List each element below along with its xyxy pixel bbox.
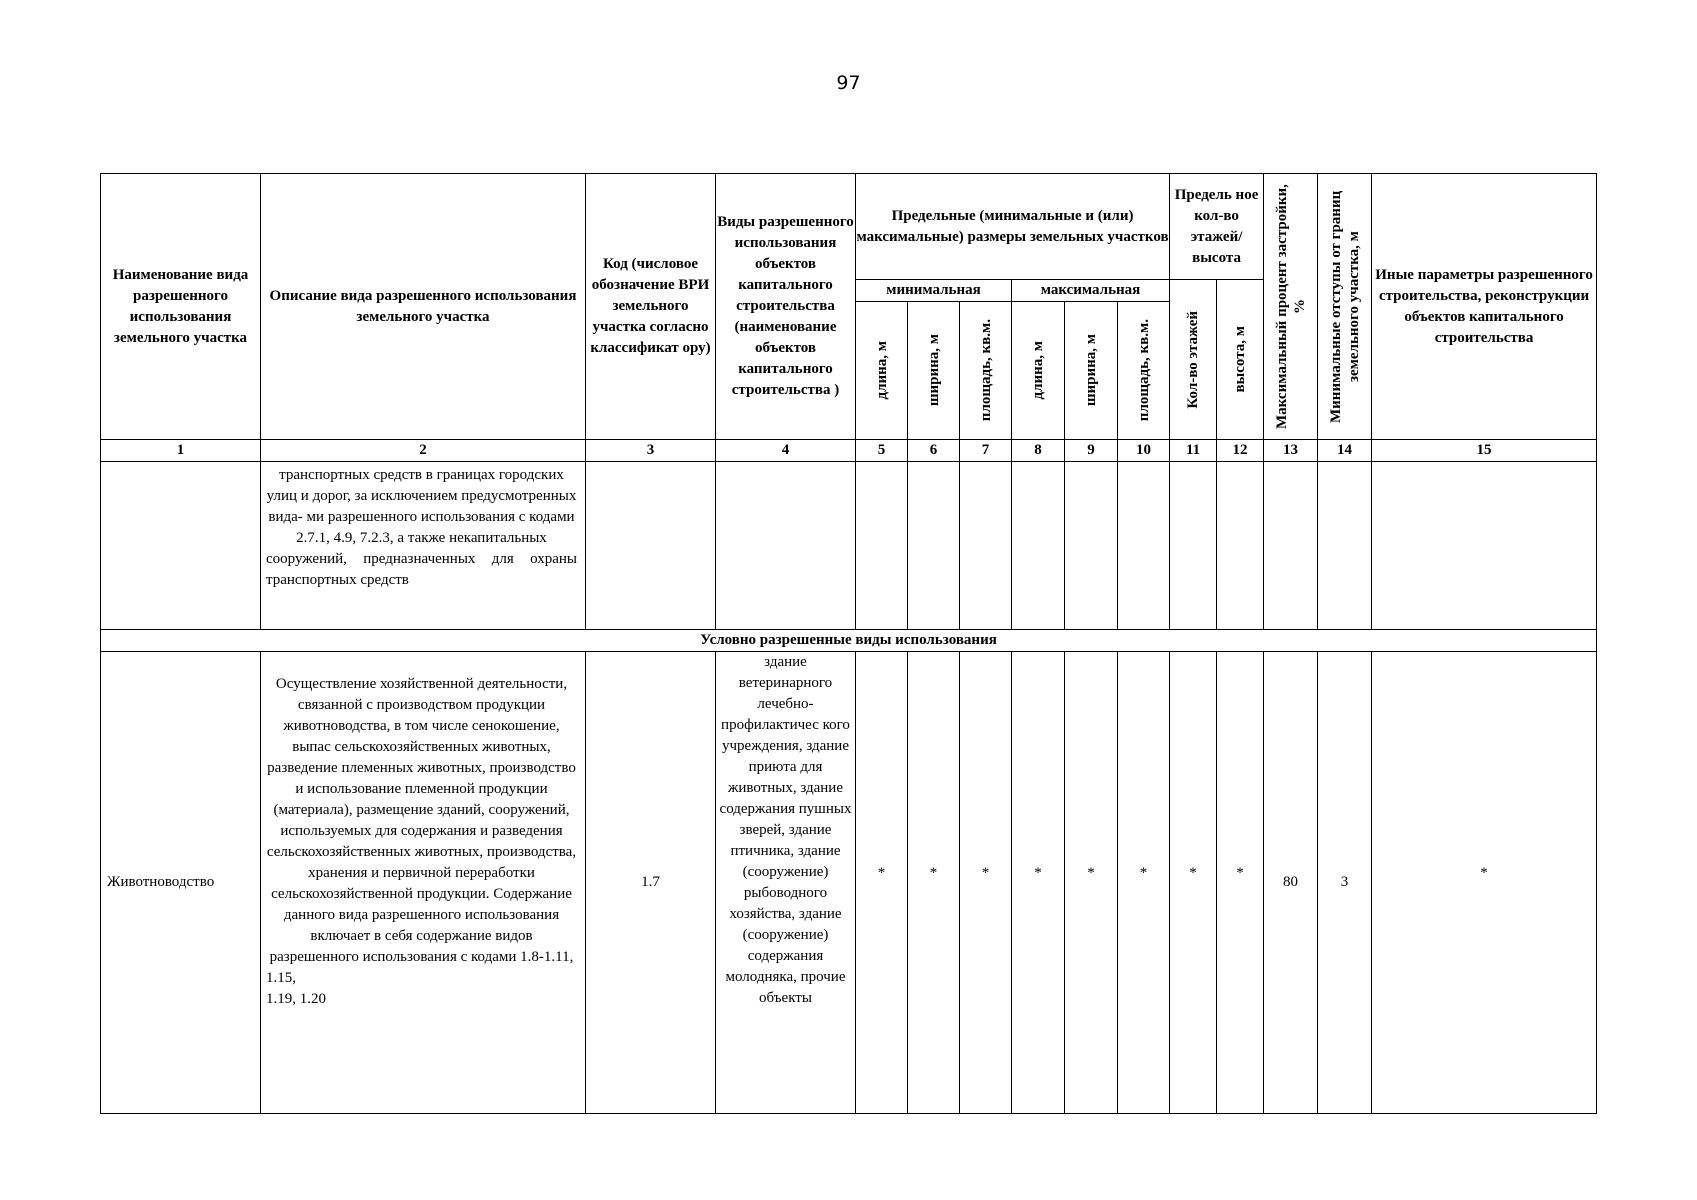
section-row	[101, 630, 1597, 652]
cell-min-area: *	[960, 652, 1012, 1114]
cell-min-width: *	[908, 652, 960, 1114]
column-number: 7	[960, 440, 1012, 462]
cell-empty	[1318, 462, 1372, 630]
cell-objects	[716, 462, 856, 630]
cell-name	[101, 462, 261, 630]
column-number: 6	[908, 440, 960, 462]
cell-name: Животноводство	[101, 652, 261, 1114]
column-number: 5	[856, 440, 908, 462]
cell-code: 1.7	[586, 652, 716, 1114]
cell-min-offset: 3	[1318, 652, 1372, 1114]
header-objects: Виды разрешенного использования объектов капитального строительства (наименование объектов капитального строительства )	[716, 174, 856, 440]
cell-empty	[908, 462, 960, 630]
cell-empty	[1065, 462, 1118, 630]
header-min-area: площадь, кв.м.	[960, 302, 1012, 440]
header-description: Описание вида разрешенного использования земельного участка	[261, 174, 586, 440]
header-min-width: ширина, м	[908, 302, 960, 440]
cell-objects: здание ветеринарного лечебно-профилактичес кого учреждения, здание приюта для животных, здание содержания пушных зверей, здание птичника, здание (сооружение) рыбоводного хозяйства, здание (сооружение) содержания молодняка, прочие объекты	[716, 652, 856, 1114]
column-number: 12	[1217, 440, 1264, 462]
header-max-width: ширина, м	[1065, 302, 1118, 440]
column-number: 2	[261, 440, 586, 462]
column-number: 8	[1012, 440, 1065, 462]
header-max-length: длина, м	[1012, 302, 1065, 440]
cell-other-params: *	[1372, 652, 1597, 1114]
table-row	[101, 652, 1597, 1114]
cell-max-percent: 80	[1264, 652, 1318, 1114]
column-number: 11	[1170, 440, 1217, 462]
cell-empty	[1217, 462, 1264, 630]
section-title: Условно разрешенные виды использования	[101, 630, 1597, 652]
header-max-area: площадь, кв.м.	[1118, 302, 1170, 440]
column-number: 9	[1065, 440, 1118, 462]
column-number: 15	[1372, 440, 1597, 462]
cell-description: транспортных средств в границах городских улиц и дорог, за исключением предусмотренных вида- ми разрешенного использования с кодами 2.7.1, 4.9, 7.2.3, а также некапитальных сооружений, предназначенных для охраны транспортных средств	[261, 462, 586, 630]
cell-min-length: *	[856, 652, 908, 1114]
cell-empty	[960, 462, 1012, 630]
cell-empty	[1118, 462, 1170, 630]
cell-empty	[1012, 462, 1065, 630]
cell-empty	[1170, 462, 1217, 630]
cell-empty	[1264, 462, 1318, 630]
cell-description: Осуществление хозяйственной деятельности, связанной с производством продукции животноводства, в том числе сенокошение, выпас сельскохозяйственных животных, разведение племенных животных, производство и использование племенной продукции (материала), размещение зданий, сооружений, используемых для содержания и разведения сельскохозяйственных животных, производства, хранения и первичной переработки сельскохозяйственной продукции. Содержание данного вида разрешенного использования включает в себя содержание видов разрешенного использования с кодами 1.8-1.11, 1.15, 1.19, 1.20	[261, 652, 586, 1114]
cell-max-area: *	[1118, 652, 1170, 1114]
column-number: 3	[586, 440, 716, 462]
cell-code	[586, 462, 716, 630]
regulations-table	[100, 173, 1597, 1114]
header-height: высота, м	[1217, 280, 1264, 440]
cell-height: *	[1217, 652, 1264, 1114]
header-min-offset: Минимальные отступы от границ земельного участка, м	[1318, 174, 1372, 440]
header-other-params: Иные параметры разрешенного строительства, реконструкции объектов капитального строительства	[1372, 174, 1597, 440]
column-number: 10	[1118, 440, 1170, 462]
table-row-continued	[101, 462, 1597, 630]
column-number: 14	[1318, 440, 1372, 462]
cell-floors: *	[1170, 652, 1217, 1114]
cell-max-width: *	[1065, 652, 1118, 1114]
header-max-percent: Максимальный процент застройки, %	[1264, 174, 1318, 440]
header-plot-sizes: Предельные (минимальные и (или) максимальные) размеры земельных участков	[856, 174, 1170, 280]
column-number: 13	[1264, 440, 1318, 462]
header-maximal: максимальная	[1012, 280, 1170, 302]
page-number: 97	[836, 72, 861, 94]
header-min-length: длина, м	[856, 302, 908, 440]
cell-max-length: *	[1012, 652, 1065, 1114]
header-name: Наименование вида разрешенного использования земельного участка	[101, 174, 261, 440]
column-number: 1	[101, 440, 261, 462]
column-number: 4	[716, 440, 856, 462]
cell-empty	[1372, 462, 1597, 630]
header-floors-group: Предель ное кол-во этажей/ высота	[1170, 174, 1264, 280]
cell-empty	[856, 462, 908, 630]
column-numbers-row	[101, 440, 1597, 462]
header-floors: Кол-во этажей	[1170, 280, 1217, 440]
header-code: Код (числовое обозначение ВРИ земельного участка согласно классификат ору)	[586, 174, 716, 440]
header-minimal: минимальная	[856, 280, 1012, 302]
